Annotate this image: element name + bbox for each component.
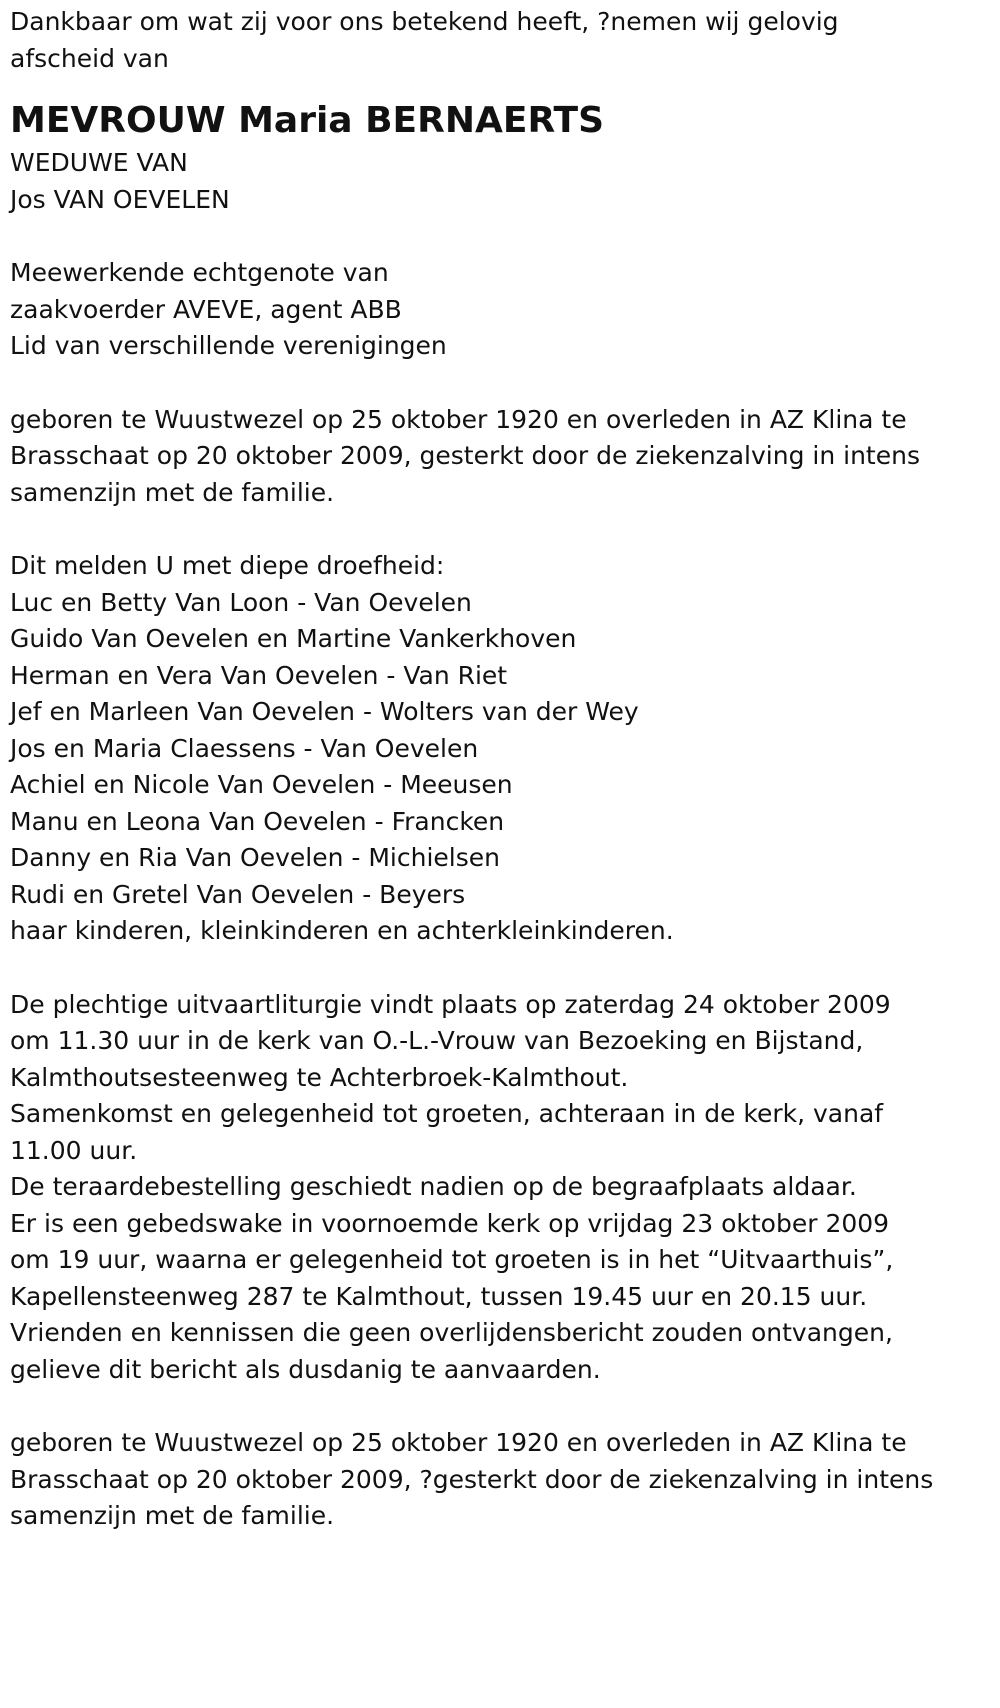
spacer (10, 365, 990, 402)
funeral-line: om 11.30 uur in de kerk van O.-L.-Vrouw van Bezoeking en Bijstand, (10, 1026, 864, 1055)
birth-death-line: Brasschaat op 20 oktober 2009, gesterkt door de ziekenzalving in intens (10, 441, 920, 470)
funeral-line: De plechtige uitvaartliturgie vindt plaats op zaterdag 24 oktober 2009 (10, 989, 891, 1019)
family-member: Jos en Maria Claessens - Van Oevelen (10, 733, 479, 763)
family-member: Guido Van Oevelen en Martine Vankerkhoven (10, 624, 577, 653)
family-member: Herman en Vera Van Oevelen - Van Riet (10, 660, 508, 690)
spacer (10, 950, 990, 987)
deceased-section (10, 99, 990, 218)
spacer (10, 511, 990, 548)
birth-death-line: geboren te Wuustwezel op 25 oktober 1920 en overleden in AZ Klina te (10, 404, 907, 434)
funeral-line: Er is een gebedswake in voornoemde kerk op vrijdag 23 oktober 2009 (10, 1208, 890, 1238)
birth-death-line: samenzijn met de familie. (10, 477, 335, 507)
family-intro: Dit melden U met diepe droefheid: (10, 551, 445, 580)
funeral-line: gelieve dit bericht als dusdanig te aanvaarden. (10, 1354, 601, 1384)
birth-death-repeat-section (10, 1425, 990, 1535)
occupation-line: Lid van verschillende verenigingen (10, 331, 447, 360)
intro-section (10, 4, 990, 77)
family-section (10, 548, 990, 950)
occupation-line: zaakvoerder AVEVE, agent ABB (10, 294, 402, 324)
funeral-line: Vrienden en kennissen die geen overlijdensbericht zouden ontvangen, (10, 1318, 893, 1347)
family-closing: haar kinderen, kleinkinderen en achterkleinkinderen. (10, 916, 674, 945)
family-member: Rudi en Gretel Van Oevelen - Beyers (10, 879, 466, 909)
funeral-line: Kapellensteenweg 287 te Kalmthout, tussen 19.45 uur en 20.15 uur. (10, 1281, 868, 1311)
birth-death-line: Brasschaat op 20 oktober 2009, ?gesterkt door de ziekenzalving in intens (10, 1464, 934, 1494)
funeral-line: om 19 uur, waarna er gelegenheid tot groeten is in het “Uitvaarthuis”, (10, 1245, 894, 1274)
family-member: Luc en Betty Van Loon - Van Oevelen (10, 587, 472, 617)
intro-line: afscheid van (10, 43, 169, 73)
occupation-line: Meewerkende echtgenote van (10, 258, 389, 287)
family-member: Jef en Marleen Van Oevelen - Wolters van der Wey (10, 697, 639, 726)
family-member: Achiel en Nicole Van Oevelen - Meeusen (10, 770, 513, 799)
family-member: Manu en Leona Van Oevelen - Francken (10, 806, 505, 836)
birth-death-line: samenzijn met de familie. (10, 1501, 335, 1530)
funeral-section (10, 987, 990, 1389)
birth-death-section (10, 402, 990, 512)
occupation-section (10, 255, 990, 365)
birth-death-line: geboren te Wuustwezel op 25 oktober 1920 en overleden in AZ Klina te (10, 1428, 907, 1457)
spacer (10, 1388, 990, 1425)
funeral-line: 11.00 uur. (10, 1135, 138, 1165)
spouse-name: Jos VAN OEVELEN (10, 184, 230, 214)
deceased-name: MEVROUW Maria BERNAERTS (10, 100, 605, 141)
widow-label: WEDUWE VAN (10, 148, 188, 177)
funeral-line: De teraardebestelling geschiedt nadien op de begraafplaats aldaar. (10, 1172, 857, 1201)
intro-line: Dankbaar om wat zij voor ons betekend heeft, ?nemen wij gelovig (10, 7, 839, 36)
funeral-line: Samenkomst en gelegenheid tot groeten, achteraan in de kerk, vanaf (10, 1099, 884, 1128)
funeral-line: Kalmthoutsesteenweg te Achterbroek-Kalmthout. (10, 1062, 629, 1092)
spacer (10, 218, 990, 255)
family-member: Danny en Ria Van Oevelen - Michielsen (10, 843, 500, 872)
